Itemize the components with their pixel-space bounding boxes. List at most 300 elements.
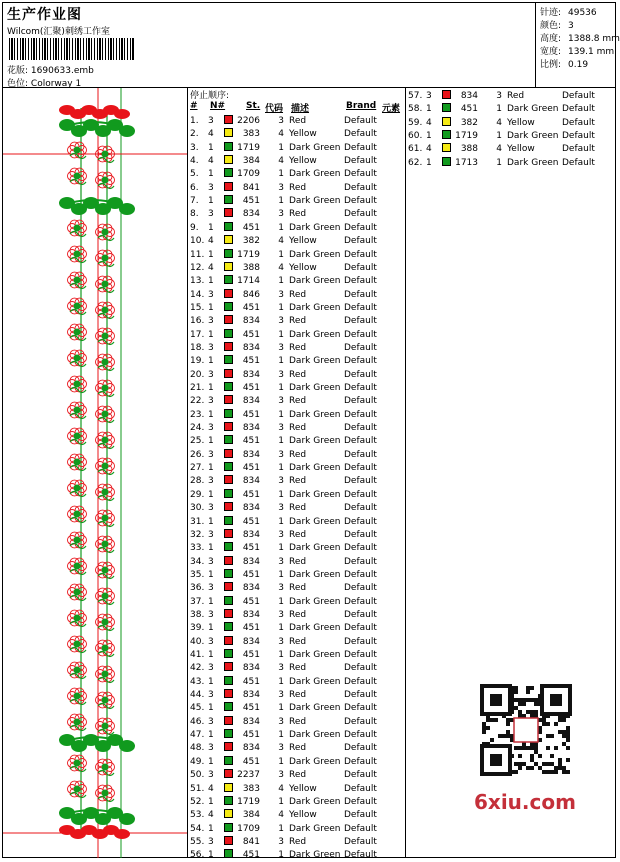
color-code: 1 <box>278 730 284 741</box>
stop-index: 57. <box>408 91 423 101</box>
color-description: Dark Green <box>289 169 341 180</box>
stitch-count: 834 <box>242 449 260 460</box>
flower-center <box>74 433 81 440</box>
color-swatch <box>224 475 233 484</box>
color-description: Dark Green <box>289 756 341 767</box>
stop-index: 9. <box>190 222 199 233</box>
color-code: 3 <box>278 770 284 781</box>
needle-number: 3 <box>208 342 214 353</box>
color-swatch <box>442 157 451 166</box>
thread-brand: Default <box>344 409 377 420</box>
info-height: 高度: 1388.8 mm <box>540 34 620 44</box>
stitch-count: 451 <box>242 543 260 554</box>
color-description: Dark Green <box>289 650 341 660</box>
color-description: Red <box>289 289 307 300</box>
thread-brand: Default <box>344 529 377 540</box>
flower-center <box>74 381 81 388</box>
color-code: 3 <box>278 369 284 380</box>
thread-brand: Default <box>344 302 377 313</box>
needle-number: 1 <box>208 850 214 861</box>
color-description: Dark Green <box>289 623 341 634</box>
color-description: Dark Green <box>289 823 341 834</box>
stop-index: 43. <box>190 676 205 687</box>
thread-brand: Default <box>344 850 377 861</box>
needle-number: 3 <box>208 423 214 434</box>
needle-number: 3 <box>208 289 214 300</box>
stop-index: 18. <box>190 342 205 353</box>
needle-number: 3 <box>208 396 214 407</box>
stop-row <box>188 742 405 755</box>
stop-index: 30. <box>190 503 205 514</box>
color-description: Red <box>289 503 307 514</box>
needle-number: 3 <box>208 369 214 380</box>
color-code: 1 <box>278 676 284 687</box>
color-description: Red <box>289 476 307 487</box>
needle-number: 1 <box>208 489 214 500</box>
stop-row <box>188 235 405 248</box>
needle-number: 3 <box>208 316 214 327</box>
color-code: 1 <box>278 329 284 340</box>
thread-brand: Default <box>344 516 377 527</box>
color-swatch <box>224 809 233 818</box>
flower-center <box>102 541 109 548</box>
color-swatch <box>224 796 233 805</box>
flower-center <box>74 407 81 414</box>
stop-row <box>188 155 405 168</box>
stop-row <box>188 208 405 221</box>
needle-number: 3 <box>208 716 214 727</box>
stop-index: 62. <box>408 157 423 168</box>
color-swatch <box>224 449 233 458</box>
color-description: Dark Green <box>289 276 341 287</box>
color-description: Yellow <box>289 129 317 140</box>
needle-number: 3 <box>426 91 432 101</box>
flower-center <box>102 645 109 652</box>
stop-row <box>188 502 405 515</box>
stop-row <box>188 702 405 715</box>
thread-brand: Default <box>344 449 377 460</box>
color-code: 1 <box>278 302 284 313</box>
stop-row <box>188 716 405 729</box>
flower-center <box>74 225 81 232</box>
stop-row <box>188 796 405 809</box>
flower-center <box>74 459 81 466</box>
stitch-count: 388 <box>242 262 260 273</box>
stop-row <box>188 422 405 435</box>
stitch-count: 1714 <box>237 276 260 287</box>
color-description: Dark Green <box>289 516 341 527</box>
stitch-count: 451 <box>242 222 260 233</box>
thread-brand: Default <box>344 836 377 847</box>
thread-brand: Default <box>562 104 595 115</box>
needle-number: 1 <box>208 756 214 767</box>
color-description: Dark Green <box>289 409 341 420</box>
stitch-count: 451 <box>460 104 478 115</box>
info-scale: 比例: 0.19 <box>540 60 589 70</box>
thread-brand: Default <box>344 636 377 647</box>
thread-brand: Default <box>344 182 377 193</box>
thread-brand: Default <box>344 249 377 260</box>
stop-index: 44. <box>190 690 205 701</box>
color-code: 3 <box>278 316 284 327</box>
color-code: 3 <box>278 289 284 300</box>
color-swatch <box>224 182 233 191</box>
needle-number: 1 <box>426 104 432 115</box>
stop-row <box>188 249 405 262</box>
thread-brand: Default <box>344 623 377 634</box>
needle-number: 1 <box>208 302 214 313</box>
color-swatch <box>224 529 233 538</box>
stop-index: 20. <box>190 369 205 380</box>
stitch-count: 383 <box>242 783 260 794</box>
stop-row <box>188 342 405 355</box>
flower-center <box>102 411 109 418</box>
stop-row <box>188 355 405 368</box>
thread-brand: Default <box>344 262 377 273</box>
needle-number: 1 <box>208 516 214 527</box>
stop-index: 19. <box>190 356 205 367</box>
color-swatch <box>224 382 233 391</box>
col-desc: 描述 <box>291 104 310 114</box>
stop-row <box>188 168 405 181</box>
stitch-count: 834 <box>242 690 260 701</box>
stitch-count: 451 <box>242 409 260 420</box>
stop-index: 52. <box>190 796 205 807</box>
design-preview <box>3 88 188 858</box>
color-description: Dark Green <box>507 130 559 141</box>
color-code: 3 <box>278 636 284 647</box>
stop-row <box>188 689 405 702</box>
needle-number: 1 <box>208 249 214 260</box>
col-element: 元素 <box>382 104 401 114</box>
color-description: Red <box>289 316 307 327</box>
flower-center <box>74 511 81 518</box>
flower-center <box>102 489 109 496</box>
stop-index: 56. <box>190 850 205 861</box>
color-swatch <box>224 315 233 324</box>
color-description: Red <box>289 556 307 567</box>
color-description: Red <box>289 743 307 754</box>
page-title: 生产作业图 <box>7 7 82 23</box>
color-code: 1 <box>278 823 284 834</box>
flower-center <box>74 485 81 492</box>
stitch-count: 451 <box>242 756 260 767</box>
stop-row <box>406 90 616 103</box>
stitch-count: 451 <box>242 850 260 861</box>
color-description: Dark Green <box>289 543 341 554</box>
stop-row <box>188 649 405 662</box>
color-code: 1 <box>278 596 284 607</box>
stop-index: 12. <box>190 262 205 273</box>
color-description: Dark Green <box>289 356 341 367</box>
thread-brand: Default <box>344 569 377 580</box>
color-description: Dark Green <box>289 796 341 807</box>
stop-index: 26. <box>190 449 205 460</box>
stop-row <box>188 636 405 649</box>
color-description: Red <box>289 369 307 380</box>
thread-brand: Default <box>344 316 377 327</box>
color-swatch <box>224 569 233 578</box>
color-code: 3 <box>278 743 284 754</box>
color-swatch <box>224 769 233 778</box>
stop-index: 55. <box>190 836 205 847</box>
color-swatch <box>224 262 233 271</box>
stop-row <box>188 382 405 395</box>
needle-number: 3 <box>208 583 214 594</box>
color-swatch <box>224 128 233 137</box>
file-label: 花版: <box>7 66 29 76</box>
stop-index: 29. <box>190 489 205 500</box>
col-n: N# <box>210 101 226 111</box>
thread-brand: Default <box>562 117 595 128</box>
flower-center <box>102 307 109 314</box>
embroidery-design-image <box>3 88 188 858</box>
stop-index: 50. <box>190 770 205 781</box>
color-swatch <box>224 329 233 338</box>
stop-row <box>188 222 405 235</box>
flower-center <box>102 790 109 797</box>
color-code: 3 <box>278 182 284 193</box>
color-swatch <box>224 422 233 431</box>
color-description: Dark Green <box>289 703 341 714</box>
color-swatch <box>224 636 233 645</box>
color-code: 1 <box>278 623 284 634</box>
stop-row <box>406 130 616 143</box>
stitch-count: 451 <box>242 463 260 474</box>
color-code: 3 <box>278 396 284 407</box>
color-swatch <box>224 489 233 498</box>
stop-row <box>188 783 405 796</box>
thread-brand: Default <box>344 676 377 687</box>
stop-row <box>188 836 405 849</box>
flower-center <box>74 760 81 767</box>
stitch-count: 834 <box>242 716 260 727</box>
color-description: Dark Green <box>289 850 341 861</box>
stitch-count: 834 <box>242 396 260 407</box>
flower-center <box>74 537 81 544</box>
stitch-count: 846 <box>242 289 260 300</box>
color-description: Yellow <box>289 810 317 821</box>
color-code: 1 <box>496 104 502 115</box>
color-swatch <box>442 103 451 112</box>
stop-index: 10. <box>190 236 205 247</box>
needle-number: 1 <box>208 169 214 180</box>
color-code: 4 <box>278 262 284 273</box>
color-description: Red <box>289 396 307 407</box>
thread-brand: Default <box>344 289 377 300</box>
stitch-count: 451 <box>242 730 260 741</box>
flower-center <box>74 615 81 622</box>
flower-center <box>102 177 109 184</box>
color-code: 1 <box>278 196 284 207</box>
stitch-count: 451 <box>242 569 260 580</box>
flower-center <box>74 719 81 726</box>
color-swatch <box>224 355 233 364</box>
stop-row <box>188 315 405 328</box>
thread-brand: Default <box>344 609 377 620</box>
flower-center <box>102 463 109 470</box>
qr-finder-center <box>490 754 502 766</box>
needle-number: 4 <box>208 810 214 821</box>
needle-number: 1 <box>208 543 214 554</box>
thread-brand: Default <box>344 823 377 834</box>
thread-brand: Default <box>344 142 377 153</box>
stop-index: 5. <box>190 169 199 180</box>
stop-row <box>188 115 405 128</box>
stitch-count: 841 <box>242 182 260 193</box>
color-swatch <box>224 302 233 311</box>
thread-brand: Default <box>344 583 377 594</box>
needle-number: 1 <box>208 383 214 393</box>
stop-index: 27. <box>190 463 205 474</box>
color-swatch <box>224 502 233 511</box>
site-watermark: 6xiu.com <box>474 790 576 814</box>
stitch-count: 382 <box>460 117 478 128</box>
thread-brand: Default <box>344 156 377 167</box>
color-code: 4 <box>496 144 502 155</box>
stop-row <box>188 729 405 742</box>
stitch-count: 451 <box>242 436 260 447</box>
stop-row <box>188 529 405 542</box>
color-swatch <box>224 742 233 751</box>
stop-index: 59. <box>408 117 423 128</box>
color-swatch <box>442 130 451 139</box>
needle-number: 1 <box>208 796 214 807</box>
qr-finder-center <box>490 694 502 706</box>
stitch-count: 834 <box>242 316 260 327</box>
header-panel <box>3 3 536 88</box>
color-code: 3 <box>278 836 284 847</box>
stop-row <box>188 556 405 569</box>
stitch-count: 834 <box>242 342 260 353</box>
color-code: 4 <box>278 236 284 247</box>
thread-brand: Default <box>344 329 377 340</box>
color-swatch <box>224 556 233 565</box>
color-code: 1 <box>278 276 284 287</box>
needle-number: 1 <box>208 196 214 207</box>
needle-number: 3 <box>208 743 214 754</box>
stop-index: 16. <box>190 316 205 327</box>
color-swatch <box>224 756 233 765</box>
stitch-count: 2237 <box>237 770 260 781</box>
needle-number: 3 <box>208 529 214 540</box>
stop-row <box>188 609 405 622</box>
thread-brand: Default <box>344 543 377 554</box>
stop-row <box>188 662 405 675</box>
flower-center <box>102 593 109 600</box>
flower-center <box>102 359 109 366</box>
needle-number: 1 <box>208 623 214 634</box>
stop-index: 34. <box>190 556 205 567</box>
qr-code-icon <box>468 680 586 780</box>
color-description: Red <box>289 663 307 674</box>
thread-brand: Default <box>344 690 377 701</box>
color-code: 4 <box>278 156 284 167</box>
stitch-count: 834 <box>242 503 260 514</box>
flower-center <box>102 697 109 704</box>
flower-center <box>74 693 81 700</box>
color-swatch <box>224 462 233 471</box>
thread-brand: Default <box>344 463 377 474</box>
flower-center <box>74 589 81 596</box>
color-description: Dark Green <box>289 730 341 741</box>
thread-brand: Default <box>344 770 377 781</box>
thread-brand: Default <box>344 169 377 180</box>
color-description: Dark Green <box>289 676 341 687</box>
needle-number: 4 <box>208 783 214 794</box>
flower-center <box>74 563 81 570</box>
col-code: 代码 <box>265 104 284 114</box>
thread-brand: Default <box>344 196 377 207</box>
stitch-count: 451 <box>242 516 260 527</box>
flower-center <box>74 251 81 258</box>
needle-number: 4 <box>426 117 432 128</box>
stop-index: 61. <box>408 144 423 155</box>
color-code: 3 <box>278 609 284 620</box>
stitch-count: 384 <box>242 156 260 167</box>
color-code: 4 <box>496 117 502 128</box>
thread-brand: Default <box>344 650 377 660</box>
color-code: 1 <box>278 569 284 580</box>
needle-number: 1 <box>208 650 214 660</box>
color-code: 3 <box>278 716 284 727</box>
needle-number: 4 <box>208 262 214 273</box>
stitch-count: 451 <box>242 623 260 634</box>
color-description: Red <box>289 636 307 647</box>
stop-index: 46. <box>190 716 205 727</box>
stop-index: 6. <box>190 182 199 193</box>
stitch-count: 451 <box>242 383 260 393</box>
color-swatch <box>224 289 233 298</box>
needle-number: 1 <box>208 142 214 153</box>
stop-row <box>188 676 405 689</box>
thread-brand: Default <box>344 810 377 821</box>
stop-row <box>188 489 405 502</box>
needle-number: 3 <box>208 209 214 220</box>
needle-number: 1 <box>426 130 432 141</box>
stitch-count: 834 <box>242 636 260 647</box>
color-code: 3 <box>278 209 284 220</box>
thread-brand: Default <box>344 556 377 567</box>
stop-row <box>406 157 616 170</box>
thread-brand: Default <box>344 716 377 727</box>
color-swatch <box>224 596 233 605</box>
thread-brand: Default <box>562 144 595 155</box>
thread-brand: Default <box>344 703 377 714</box>
needle-number: 1 <box>208 703 214 714</box>
color-code: 4 <box>278 783 284 794</box>
color-swatch <box>442 143 451 152</box>
stop-index: 36. <box>190 583 205 594</box>
thread-brand: Default <box>344 783 377 794</box>
stitch-count: 1719 <box>455 130 478 141</box>
color-description: Dark Green <box>289 569 341 580</box>
stitch-count: 834 <box>242 556 260 567</box>
color-description: Dark Green <box>289 196 341 207</box>
stop-row <box>188 128 405 141</box>
flower-center <box>102 255 109 262</box>
stitch-count: 388 <box>460 144 478 155</box>
needle-number: 3 <box>208 503 214 514</box>
flower-center <box>74 147 81 154</box>
thread-brand: Default <box>344 209 377 220</box>
flower-center <box>102 619 109 626</box>
color-code: 3 <box>278 476 284 487</box>
stop-index: 45. <box>190 703 205 714</box>
needle-number: 1 <box>208 730 214 741</box>
needle-number: 3 <box>208 609 214 620</box>
flower-center <box>102 437 109 444</box>
